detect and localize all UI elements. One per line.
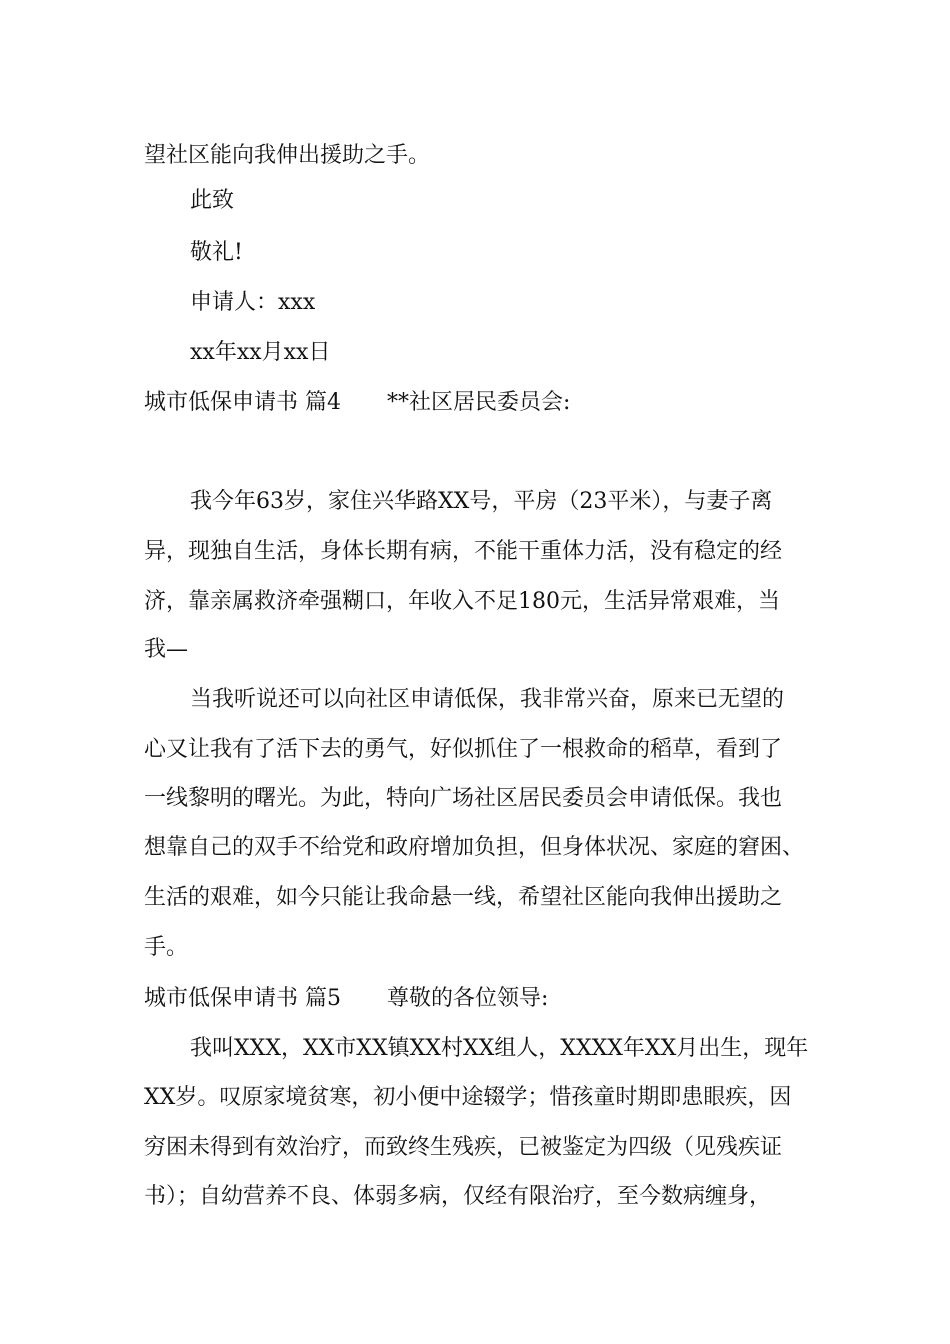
date-line: xx年xx月xx日 bbox=[190, 340, 331, 365]
section-4-heading bbox=[0, 389, 950, 417]
paragraph-line: 一线黎明的曙光。为此，特向广场社区居民委员会申请低保。我也 bbox=[144, 786, 783, 811]
salutation: 敬礼! bbox=[190, 240, 243, 265]
paragraph-line: 穷困未得到有效治疗，而致终生残疾，已被鉴定为四级（见残疾证 bbox=[144, 1135, 783, 1160]
paragraph-line: 济，靠亲属救济牵强糊口，年收入不足180元，生活异常艰难，当 bbox=[144, 589, 780, 614]
paragraph-line: 我— bbox=[144, 637, 189, 662]
section-5-addressee: 尊敬的各位领导: bbox=[387, 986, 549, 1011]
paragraph-line: XX岁。叹原家境贫寒，初小便中途辍学；惜孩童时期即患眼疾，因 bbox=[144, 1085, 792, 1110]
section-5-heading bbox=[0, 985, 950, 1013]
paragraph-line: 心又让我有了活下去的勇气，好似抓住了一根救命的稻草，看到了 bbox=[144, 737, 783, 762]
applicant-line: 申请人：xxx bbox=[190, 290, 316, 315]
paragraph-line: 我叫XXX，XX市XX镇XX村XX组人，XXXX年XX月出生，现年 bbox=[190, 1036, 809, 1061]
paragraph-line: 想靠自己的双手不给党和政府增加负担，但身体状况、家庭的窘困、 bbox=[144, 835, 805, 860]
paragraph-line: 生活的艰难，如今只能让我命悬一线，希望社区能向我伸出援助之 bbox=[144, 885, 783, 910]
section-5-title: 城市低保申请书 篇5 bbox=[144, 986, 341, 1011]
paragraph-line: 我今年63岁，家住兴华路XX号，平房（23平米），与妻子离 bbox=[190, 489, 773, 514]
section-4-addressee: **社区居民委员会: bbox=[387, 390, 571, 415]
paragraph-line: 异，现独自生活，身体长期有病，不能干重体力活，没有稳定的经 bbox=[144, 539, 783, 564]
paragraph-line: 当我听说还可以向社区申请低保，我非常兴奋，原来已无望的 bbox=[190, 687, 785, 712]
previous-section-tail: 望社区能向我伸出援助之手。 bbox=[144, 143, 431, 168]
closing-phrase: 此致 bbox=[190, 188, 235, 213]
section-4-title: 城市低保申请书 篇4 bbox=[144, 390, 341, 415]
paragraph-line: 书）；自幼营养不良、体弱多病，仅经有限治疗，至今数病缠身， bbox=[144, 1184, 772, 1209]
paragraph-line: 手。 bbox=[144, 935, 189, 960]
